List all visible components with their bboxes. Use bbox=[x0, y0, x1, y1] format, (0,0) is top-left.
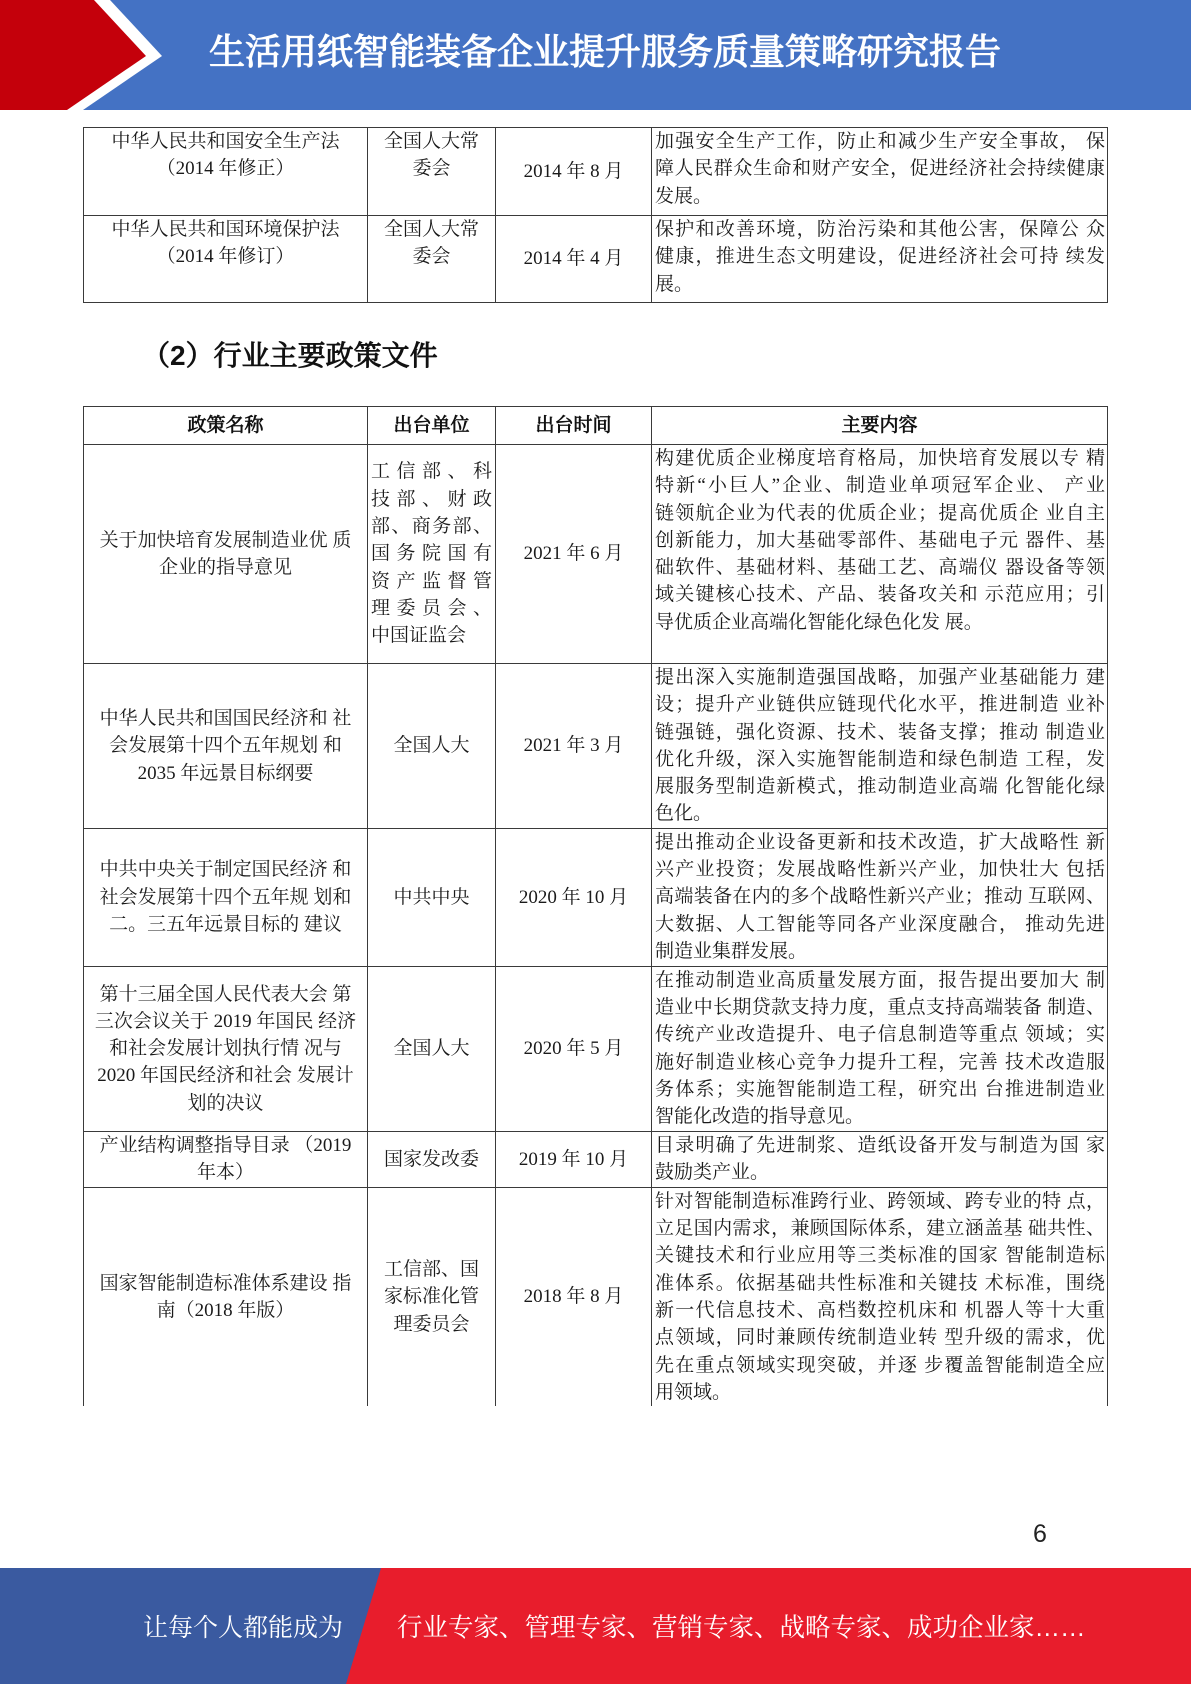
main-content-cell bbox=[652, 664, 1108, 829]
cell-text-line: 国家发改委 bbox=[383, 1148, 479, 1170]
cell-text-line: 链领航企业为代表的优质企业；提高优质企 业自主 bbox=[655, 502, 1105, 524]
column-header-content: 主要内容 bbox=[652, 407, 1108, 445]
cell-text-line: 务体系；实施智能制造工程，研究出 台推进制造业 bbox=[655, 1078, 1105, 1100]
header-banner bbox=[0, 0, 1191, 110]
issuing-body-cell bbox=[368, 1131, 496, 1187]
cell-text-line: 准体系。依据基础共性标准和关键技 术标准，围绕 bbox=[655, 1272, 1105, 1294]
cell-text-line: 发展。 bbox=[655, 185, 713, 207]
cell-text-line: 传统产业改造提升、电子信息制造等重点 领域；实 bbox=[655, 1024, 1105, 1046]
cell-text-line: 第十三届全国人民代表大会 第 bbox=[99, 983, 352, 1005]
table-row bbox=[84, 1187, 1108, 1406]
table-row bbox=[84, 1131, 1108, 1187]
cell-text-line: 关键技术和行业应用等三类标准的国家 智能制造标 bbox=[655, 1245, 1105, 1267]
cell-text-line: 针对智能制造标准跨行业、跨领域、跨专业的特 点， bbox=[655, 1190, 1105, 1212]
cell-text-line: 保护和改善环境，防治污染和其他公害，保障公 众 bbox=[655, 219, 1105, 240]
cell-text-line: 色化。 bbox=[655, 803, 713, 825]
policy-name-cell bbox=[84, 1187, 368, 1406]
cell-text-line: 提出深入实施制造强国战略，加强产业基础能力 建 bbox=[655, 667, 1105, 688]
cell-text-line: 2020 年 10 月 bbox=[518, 886, 629, 908]
cell-text-line: 特新“小巨人”企业、制造业单项冠军企业、 产业 bbox=[655, 475, 1105, 497]
cell-text-line: 高端装备在内的多个战略性新兴产业；推动 互联网、 bbox=[655, 886, 1105, 908]
cell-text-line: 在推动制造业高质量发展方面，报告提出要加大 制 bbox=[655, 969, 1105, 991]
main-content-cell bbox=[652, 216, 1108, 303]
cell-text-line: 链强链，强化资源、技术、装备支撑；推动 制造业 bbox=[655, 721, 1105, 743]
issuing-body-cell bbox=[368, 445, 496, 664]
cell-text-line: 目录明确了先进制浆、造纸设备开发与制造为国 家 bbox=[655, 1134, 1105, 1156]
cell-text-line: 和社会发展计划执行情 况与 bbox=[109, 1038, 342, 1060]
cell-text-line: （2014 年修订） bbox=[156, 246, 295, 268]
cell-text-line: 障人民群众生命和财产安全，促进经济社会持续健康 bbox=[655, 158, 1105, 180]
cell-text-line: 大数据、人工智能等同各产业深度融合， 推动先进 bbox=[655, 913, 1105, 935]
cell-text-line: 中华人民共和国国民经济和 社 bbox=[99, 707, 352, 729]
policy-name-cell bbox=[84, 664, 368, 829]
cell-text-line: 展服务型制造新模式，推动制造业高端 化智能化绿 bbox=[655, 776, 1105, 798]
cell-text-line: 家标准化管 bbox=[383, 1286, 479, 1308]
issuing-body-cell bbox=[368, 128, 496, 216]
cell-text-line: 立足国内需求，兼顾国际体系，建立涵盖基 础共性、 bbox=[655, 1218, 1105, 1240]
issuing-body-cell bbox=[368, 664, 496, 829]
column-header-date: 出台时间 bbox=[496, 407, 652, 445]
cell-text-line: 二。三五年远景目标的 建议 bbox=[109, 913, 342, 935]
cell-text-line: 全国人大 bbox=[393, 1038, 470, 1060]
cell-text-line: 技部、财政 bbox=[371, 488, 492, 510]
cell-text-line: 2020 年 5 月 bbox=[523, 1038, 624, 1060]
cell-text-line: 用领域。 bbox=[655, 1381, 732, 1403]
issue-date-cell bbox=[496, 1187, 652, 1406]
policy-name-cell bbox=[84, 1131, 368, 1187]
policy-name-cell bbox=[84, 216, 368, 303]
main-content-cell bbox=[652, 966, 1108, 1131]
policy-name-cell bbox=[84, 966, 368, 1131]
cell-text-line: 先在重点领域实现突破，并逐 步覆盖智能制造全应 bbox=[655, 1354, 1105, 1376]
cell-text-line: 导优质企业高端化智能化绿色化发 展。 bbox=[655, 611, 983, 633]
cell-text-line: 中共中央关于制定国民经济 和 bbox=[99, 859, 352, 881]
policy-name-cell bbox=[84, 828, 368, 966]
main-content-cell bbox=[652, 128, 1108, 216]
cell-text-line: 智能化改造的指导意见。 bbox=[655, 1106, 865, 1128]
cell-text-line: 产业结构调整指导目录 （2019 bbox=[99, 1134, 352, 1156]
report-title: 生活用纸智能装备企业提升服务质量策略研究报告 bbox=[209, 31, 1002, 72]
issuing-body-cell bbox=[368, 1187, 496, 1406]
cell-text-line: 年本） bbox=[196, 1162, 254, 1184]
table-row bbox=[84, 128, 1108, 216]
main-content-cell bbox=[652, 1131, 1108, 1187]
cell-text-line: 2014 年 4 月 bbox=[523, 248, 624, 270]
cell-text-line: 制造业集群发展。 bbox=[655, 940, 808, 962]
cell-text-line: 划的决议 bbox=[187, 1092, 264, 1114]
cell-text-line: 础软件、基础材料、基础工艺、高端仪 器设备等领 bbox=[655, 557, 1105, 579]
cell-text-line: 加强安全生产工作，防止和减少生产安全事故， 保 bbox=[655, 131, 1105, 152]
cell-text-line: 域关键核心技术、产品、装备攻关和 示范应用；引 bbox=[655, 584, 1105, 606]
cell-text-line: 提出推动企业设备更新和技术改造，扩大战略性 新 bbox=[655, 831, 1105, 853]
table-row bbox=[84, 664, 1108, 829]
cell-text-line: 工信部、国 bbox=[383, 1259, 479, 1281]
issuing-body-cell bbox=[368, 216, 496, 303]
footer-lead-text: 让每个人都能成为 bbox=[143, 1614, 344, 1642]
cell-text-line: 资产监督管 bbox=[371, 570, 492, 592]
cell-text-line: 委会 bbox=[412, 246, 451, 268]
cell-text-line: 国家智能制造标准体系建设 指 bbox=[99, 1272, 352, 1294]
cell-text-line: 社会发展第十四个五年规 划和 bbox=[99, 886, 352, 908]
cell-text-line: 兴产业投资；发展战略性新兴产业，加快壮大 包括 bbox=[655, 859, 1105, 881]
laws-table-body bbox=[84, 128, 1108, 303]
section-heading: （2）行业主要政策文件 bbox=[142, 340, 438, 371]
main-content-cell bbox=[652, 828, 1108, 966]
cell-text-line: 全国人大 bbox=[393, 735, 470, 757]
table-row bbox=[84, 216, 1108, 303]
cell-text-line: （2014 年修正） bbox=[156, 158, 295, 180]
header-row bbox=[84, 407, 1108, 445]
column-header-issuer: 出台单位 bbox=[368, 407, 496, 445]
cell-text-line: 2035 年远景目标纲要 bbox=[137, 762, 314, 784]
policies-table-body bbox=[84, 445, 1108, 1407]
cell-text-line: 企业的指导意见 bbox=[158, 557, 292, 578]
cell-text-line: 理委员会、 bbox=[371, 597, 492, 619]
main-content-cell bbox=[652, 1187, 1108, 1406]
issue-date-cell bbox=[496, 664, 652, 829]
cell-text-line: 中国证监会 bbox=[371, 625, 467, 647]
cell-text-line: 工信部、科 bbox=[371, 461, 492, 483]
cell-text-line: 部、商务部、 bbox=[371, 516, 492, 538]
cell-text-line: 展。 bbox=[655, 273, 694, 295]
cell-text-line: 理委员会 bbox=[393, 1313, 470, 1335]
cell-text-line: 中华人民共和国环境保护法 bbox=[111, 219, 340, 240]
cell-text-line: 造业中长期贷款支持力度，重点支持高端装备 制造、 bbox=[655, 997, 1105, 1019]
cell-text-line: 2019 年 10 月 bbox=[518, 1148, 629, 1170]
issuing-body-cell bbox=[368, 966, 496, 1131]
cell-text-line: 健康，推进生态文明建设，促进经济社会可持 续发 bbox=[655, 246, 1105, 268]
cell-text-line: 创新能力，加大基础零部件、基础电子元 器件、基 bbox=[655, 529, 1105, 551]
cell-text-line: 点领域，同时兼顾传统制造业转 型升级的需求，优 bbox=[655, 1327, 1105, 1349]
issue-date-cell bbox=[496, 128, 652, 216]
table-row bbox=[84, 828, 1108, 966]
table-row bbox=[84, 966, 1108, 1131]
cell-text-line: 施好制造业核心竞争力提升工程，完善 技术改造服 bbox=[655, 1051, 1105, 1073]
policies-table-header bbox=[84, 407, 1108, 445]
cell-text-line: 全国人大常 bbox=[383, 219, 479, 240]
issue-date-cell bbox=[496, 216, 652, 303]
issuing-body-cell bbox=[368, 828, 496, 966]
footer-tagline: 行业专家、管理专家、营销专家、战略专家、成功企业家…… bbox=[397, 1614, 1086, 1642]
cell-text-line: 国务院国有 bbox=[371, 543, 492, 565]
issue-date-cell bbox=[496, 445, 652, 664]
policy-name-cell bbox=[84, 445, 368, 664]
cell-text-line: 2021 年 6 月 bbox=[523, 543, 624, 565]
cell-text-line: 2021 年 3 月 bbox=[523, 735, 624, 757]
cell-text-line: 新一代信息技术、高档数控机床和 机器人等十大重 bbox=[655, 1299, 1105, 1321]
cell-text-line: 会发展第十四个五年规划 和 bbox=[109, 735, 342, 757]
issue-date-cell bbox=[496, 966, 652, 1131]
main-content-cell bbox=[652, 445, 1108, 664]
issue-date-cell bbox=[496, 828, 652, 966]
policy-name-cell bbox=[84, 128, 368, 216]
cell-text-line: 2014 年 8 月 bbox=[523, 160, 624, 182]
policies-table bbox=[83, 406, 1108, 1406]
page-number: 6 bbox=[1033, 1520, 1047, 1548]
cell-text-line: 委会 bbox=[412, 158, 451, 180]
cell-text-line: 关于加快培育发展制造业优 质 bbox=[99, 529, 352, 551]
cell-text-line: 中共中央 bbox=[393, 886, 470, 908]
footer-banner bbox=[0, 1568, 1191, 1684]
cell-text-line: 南（2018 年版） bbox=[156, 1300, 295, 1322]
cell-text-line: 全国人大常 bbox=[383, 131, 479, 152]
table-row bbox=[84, 445, 1108, 664]
cell-text-line: 设；提升产业链供应链现代化水平，推进制造 业补 bbox=[655, 694, 1105, 716]
cell-text-line: 2018 年 8 月 bbox=[523, 1286, 624, 1308]
cell-text-line: 中华人民共和国安全生产法 bbox=[111, 131, 340, 152]
cell-text-line: 优化升级，深入实施智能制造和绿色制造 工程，发 bbox=[655, 748, 1105, 770]
cell-text-line: 三次会议关于 2019 年国民 经济 bbox=[94, 1010, 357, 1032]
laws-table bbox=[83, 127, 1108, 303]
cell-text-line: 鼓励类产业。 bbox=[655, 1162, 770, 1184]
cell-text-line: 2020 年国民经济和社会 发展计 bbox=[97, 1065, 354, 1087]
issue-date-cell bbox=[496, 1131, 652, 1187]
cell-text-line: 构建优质企业梯度培育格局，加快培育发展以专 精 bbox=[655, 448, 1105, 469]
column-header-policy-name: 政策名称 bbox=[84, 407, 368, 445]
